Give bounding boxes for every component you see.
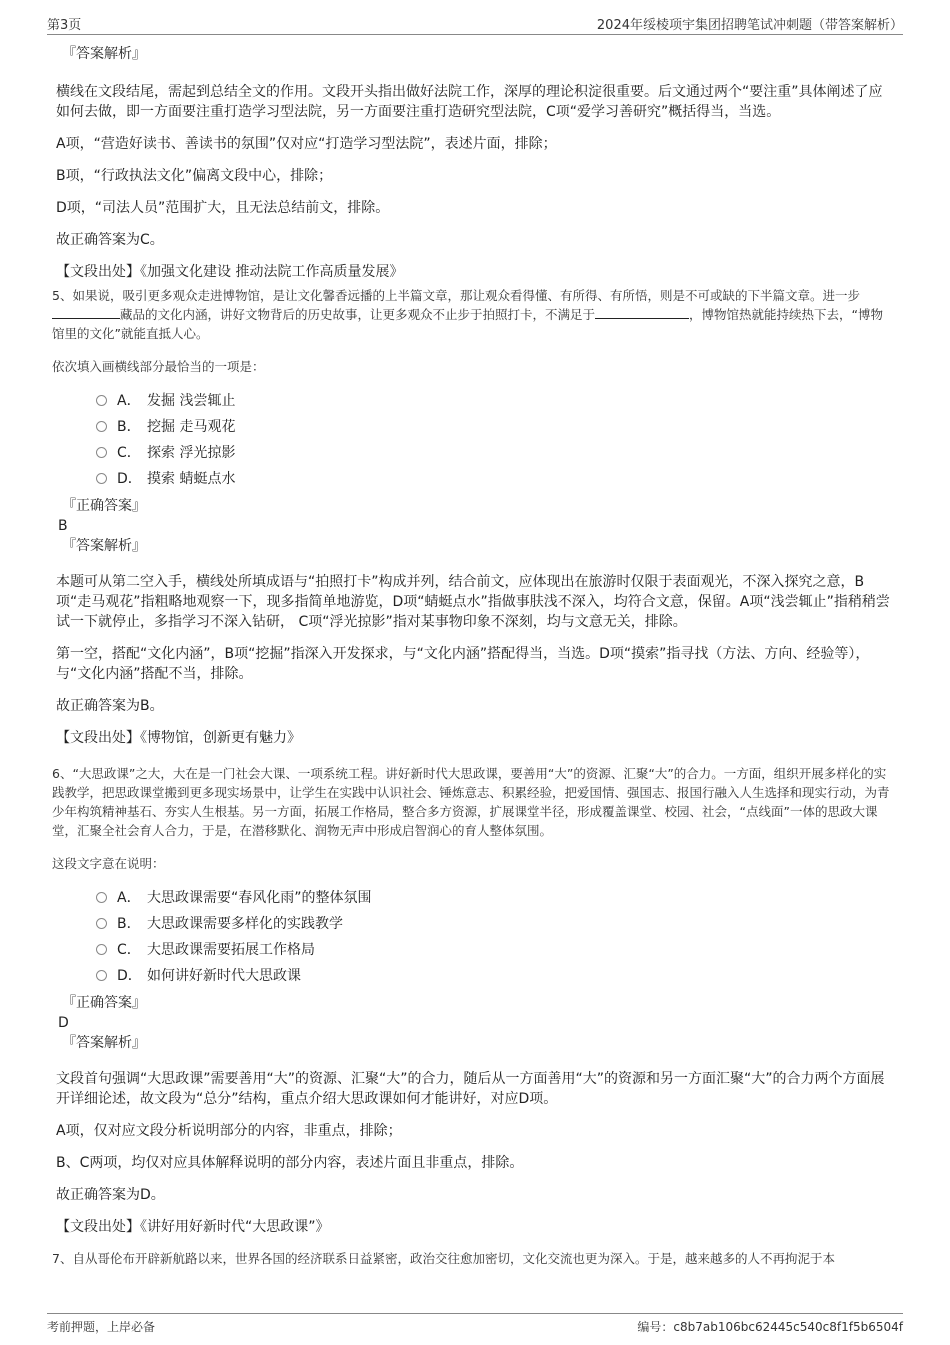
radio-icon[interactable] xyxy=(96,892,107,903)
document-title: 2024年绥棱项宇集团招聘笔试冲刺题（带答案解析） xyxy=(596,18,903,33)
answer-statement: 故正确答案为C。 xyxy=(56,232,164,248)
correct-answer-value: B xyxy=(58,518,68,534)
source-citation: 【文段出处】《讲好用好新时代“大思政课”》 xyxy=(56,1219,330,1235)
page-number: 第3页 xyxy=(47,18,82,33)
option-d[interactable]: D． 摸索 蜻蜓点水 xyxy=(96,466,892,492)
radio-icon[interactable] xyxy=(96,421,107,432)
option-d[interactable]: D． 如何讲好新时代大思政课 xyxy=(96,963,892,989)
correct-answer-label: 『正确答案』 xyxy=(62,498,146,514)
option-b[interactable]: B． 大思政课需要多样化的实践教学 xyxy=(96,911,892,937)
question-6-text: 6、“大思政课”之大，大在是一门社会大课、一项系统工程。讲好新时代大思政课，要善用“大”的资源、汇聚“大”的合力。一方面，组织开展多样化的实践教学，把思政课堂搬到更多现实场景中，让学生在实践中认识社会、锤炼意志、积累经验，把爱国情、强国志、报国行融入人生选择和现实行动，为青少年构筑精神基石、夯实人生根基。另一方面，拓展工作格局，整合多方资源，扩展课堂半径，形成覆盖课堂、校园、社会，“点线面”一体的思政大课堂，汇聚全社会育人合力，于是，在潜移默化、润物无声中形成启智润心的育人整体氛围。 xyxy=(52,766,890,838)
analysis-option-a: A项，“营造好读书、善读书的氛围”仅对应“打造学习型法院”，表述片面，排除； xyxy=(56,136,557,152)
answer-statement: 故正确答案为B。 xyxy=(56,698,164,714)
footer-slogan: 考前押题，上岸必备 xyxy=(47,1320,156,1334)
question-5-options xyxy=(56,388,892,492)
analysis-option-a: A项，仅对应文段分析说明部分的内容，非重点，排除； xyxy=(56,1123,402,1139)
correct-answer-label: 『正确答案』 xyxy=(62,995,146,1011)
analysis-paragraph-1: 本题可从第二空入手，横线处所填成语与“拍照打卡”构成并列，结合前文，应体现出在旅游时仅限于表面观光，不深入探究之意，B项“走马观花”指粗略地观察一下，现多指简单地游览，D项“蜻蜓点水”指做事肤浅不深入，均符合文意，保留。A项“浅尝辄止”指稍稍尝试一下就停止，多指学习不深入钻研， C项“浮光掠影”指对某事物印象不深刻，均与文意无关，排除。 xyxy=(56,574,890,630)
option-a[interactable]: A． 大思政课需要“春风化雨”的整体氛围 xyxy=(96,885,892,911)
radio-icon[interactable] xyxy=(96,395,107,406)
question-7-text: 7、自从哥伦布开辟新航路以来，世界各国的经济联系日益紧密，政治交往愈加密切，文化交流也更为深入。于是，越来越多的人不再拘泥于本 xyxy=(52,1251,835,1266)
answer-statement: 故正确答案为D。 xyxy=(56,1187,165,1203)
source-citation: 【文段出处】《博物馆，创新更有魅力》 xyxy=(56,730,301,746)
analysis-option-bc: B、C两项，均仅对应具体解释说明的部分内容，表述片面且非重点，排除。 xyxy=(56,1155,524,1171)
question-6-options xyxy=(56,885,892,989)
page-header xyxy=(47,12,903,35)
option-a[interactable]: A． 发掘 浅尝辄止 xyxy=(96,388,892,414)
radio-icon[interactable] xyxy=(96,447,107,458)
blank-1 xyxy=(52,306,120,319)
analysis-option-d: D项，“司法人员”范围扩大，且无法总结前文，排除。 xyxy=(56,200,390,216)
source-citation: 【文段出处】《加强文化建设 推动法院工作高质量发展》 xyxy=(56,264,404,280)
option-c[interactable]: C． 探索 浮光掠影 xyxy=(96,440,892,466)
radio-icon[interactable] xyxy=(96,473,107,484)
analysis-paragraph-1: 文段首句强调“大思政课”需要善用“大”的资源、汇聚“大”的合力，随后从一方面善用“大”的资源和另一方面汇聚“大”的合力两个方面展开详细论述，故文段为“总分”结构，重点介绍大思政课如何才能讲好，对应D项。 xyxy=(56,1071,885,1107)
option-c[interactable]: C． 大思政课需要拓展工作格局 xyxy=(96,937,892,963)
radio-icon[interactable] xyxy=(96,970,107,981)
page-footer xyxy=(47,1313,903,1338)
radio-icon[interactable] xyxy=(96,918,107,929)
question-5-text: 5、如果说，吸引更多观众走进博物馆，是让文化馨香远播的上半篇文章，那让观众看得懂、有所得、有所悟，则是不可或缺的下半篇文章。进一步藏品的文化内涵，讲好文物背后的历史故事，让更多观众不止步于拍照打卡，不满足于 ，博物馆热就能持续热下去，“博物馆里的文化”就能直抵人心。 xyxy=(52,288,883,341)
blank-2 xyxy=(595,306,689,319)
radio-icon[interactable] xyxy=(96,944,107,955)
analysis-paragraph: 横线在文段结尾，需起到总结全文的作用。文段开头指出做好法院工作，深厚的理论积淀很重要。后文通过两个“要注重”具体阐述了应如何去做，即一方面要注重打造学习型法院，另一方面要注重打造研究型法院，C项“爱学习善研究”概括得当，当选。 xyxy=(56,84,883,120)
question-6-prompt: 这段文字意在说明： xyxy=(52,856,165,871)
question-5-prompt: 依次填入画横线部分最恰当的一项是： xyxy=(52,359,265,374)
document-id: 编号：c8b7ab106bc62445c540c8f1f5b6504f xyxy=(637,1320,903,1334)
analysis-label: 『答案解析』 xyxy=(62,1035,146,1051)
analysis-option-b: B项，“行政执法文化”偏离文段中心，排除； xyxy=(56,168,333,184)
analysis-label: 『答案解析』 xyxy=(62,46,146,62)
correct-answer-value: D xyxy=(58,1015,69,1031)
analysis-paragraph-2: 第一空，搭配“文化内涵”，B项“挖掘”指深入开发探求，与“文化内涵”搭配得当，当选。D项“摸索”指寻找（方法、方向、经验等），与“文化内涵”搭配不当，排除。 xyxy=(56,646,870,682)
page-content xyxy=(52,44,892,1268)
option-b[interactable]: B． 挖掘 走马观花 xyxy=(96,414,892,440)
analysis-label: 『答案解析』 xyxy=(62,538,146,554)
